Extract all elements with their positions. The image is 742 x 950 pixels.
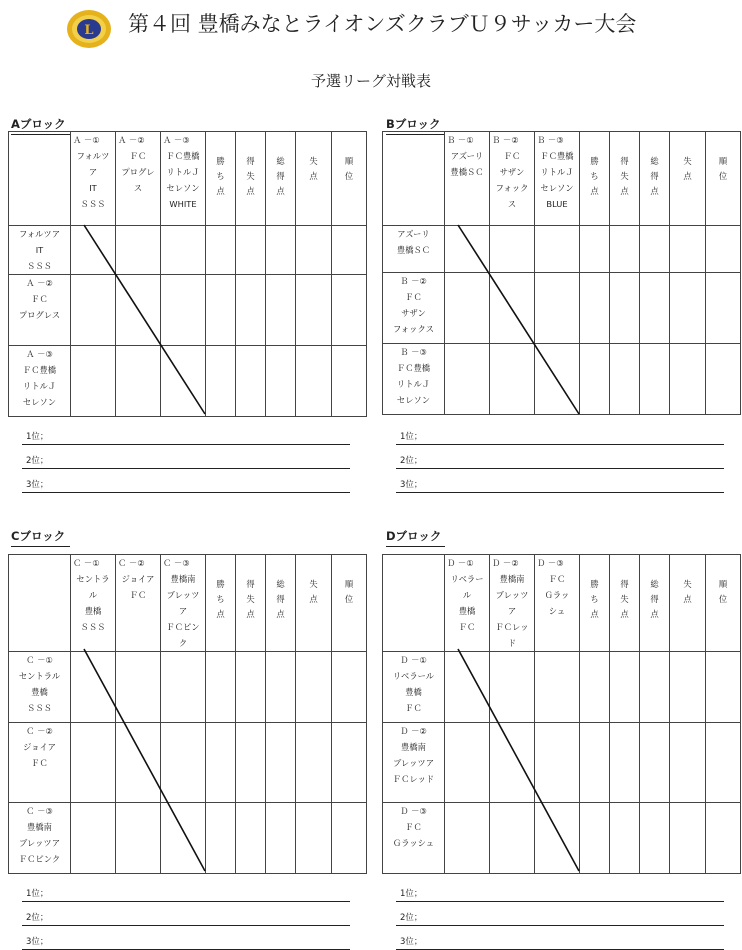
stat-cell[interactable] bbox=[706, 226, 741, 273]
stat-cell[interactable] bbox=[236, 226, 266, 275]
cell-text: 点 bbox=[216, 609, 225, 619]
stat-cell[interactable] bbox=[206, 803, 236, 874]
stat-cell[interactable] bbox=[706, 803, 741, 874]
cell-text: ＳＳＳ bbox=[80, 199, 106, 209]
cell-text: 順 bbox=[344, 579, 354, 589]
cell-text: セレソン bbox=[396, 395, 431, 405]
stat-cell[interactable] bbox=[266, 226, 296, 275]
cell-text: プログレ bbox=[121, 167, 155, 177]
cell-text: 位 bbox=[344, 594, 354, 604]
row-header-team bbox=[383, 273, 445, 344]
rank-label: 1位； bbox=[400, 889, 423, 899]
rank-label: 3位； bbox=[26, 480, 49, 490]
column-header-stat bbox=[670, 555, 706, 652]
cell-text: リトルＪ bbox=[166, 167, 200, 177]
stat-cell[interactable] bbox=[670, 652, 706, 723]
cell-text: Ｂ －① bbox=[447, 135, 474, 145]
corner-cell bbox=[9, 132, 71, 226]
cell-text: 勝 bbox=[216, 156, 225, 166]
stat-cell[interactable] bbox=[706, 652, 741, 723]
column-header-team bbox=[490, 555, 535, 652]
svg-text:L: L bbox=[84, 23, 94, 38]
cell-text: ＦＣ豊橋 bbox=[540, 151, 574, 161]
rank-label: 3位； bbox=[26, 937, 49, 947]
row-header-team bbox=[9, 226, 71, 275]
column-header-stat bbox=[266, 132, 296, 226]
rank-fill-line[interactable] bbox=[22, 925, 350, 926]
cell-text: ブレッツア bbox=[18, 838, 61, 848]
cell-text: ＦＣ豊橋 bbox=[166, 151, 200, 161]
rank-label: 1位； bbox=[400, 432, 423, 442]
cell-text: Ｄ －② bbox=[400, 726, 427, 736]
cell-text: ク bbox=[178, 638, 188, 648]
rank-fill-line[interactable] bbox=[22, 468, 350, 469]
stat-cell[interactable] bbox=[670, 723, 706, 803]
diagonal-strike-line bbox=[444, 225, 579, 414]
stat-cell[interactable] bbox=[332, 652, 367, 723]
stat-cell[interactable] bbox=[580, 723, 610, 803]
stat-cell[interactable] bbox=[266, 346, 296, 417]
cell-text: 点 bbox=[620, 609, 629, 619]
stat-cell[interactable] bbox=[266, 723, 296, 803]
cell-text: 順 bbox=[344, 156, 354, 166]
stat-cell[interactable] bbox=[640, 273, 670, 344]
cell-text: 得 bbox=[276, 171, 285, 181]
page-subtitle: 予選リーグ対戦表 bbox=[310, 72, 431, 90]
cell-text: 位 bbox=[344, 171, 354, 181]
cell-text: 勝 bbox=[590, 156, 599, 166]
block-label-d: Dブロック bbox=[386, 528, 445, 547]
stat-cell[interactable] bbox=[296, 226, 332, 275]
column-header-stat bbox=[266, 555, 296, 652]
rank-fill-line[interactable] bbox=[396, 468, 724, 469]
stat-cell[interactable] bbox=[580, 226, 610, 273]
column-header-team bbox=[535, 132, 580, 226]
stat-cell[interactable] bbox=[640, 723, 670, 803]
cell-text: セントラ bbox=[76, 574, 110, 584]
cell-text: 失 bbox=[246, 594, 255, 604]
stat-cell[interactable] bbox=[296, 723, 332, 803]
cell-text: ア bbox=[178, 606, 188, 616]
diagonal-strike-line bbox=[70, 225, 205, 414]
cell-text: ブレッツ bbox=[166, 590, 200, 600]
column-header-stat bbox=[706, 132, 741, 226]
cell-text: 勝 bbox=[590, 579, 599, 589]
column-header-stat bbox=[580, 132, 610, 226]
cell-text: ＦＣ bbox=[405, 822, 422, 832]
cell-text: 点 bbox=[650, 609, 659, 619]
cell-text: ＳＳＳ bbox=[80, 622, 106, 632]
cell-text: 豊橋南 bbox=[170, 574, 196, 584]
cell-text: 点 bbox=[216, 186, 225, 196]
cell-text: アズーリ bbox=[450, 151, 484, 161]
cell-text: フォックス bbox=[393, 324, 434, 334]
column-header-team bbox=[161, 555, 206, 652]
column-header-team bbox=[71, 555, 116, 652]
column-header-team bbox=[490, 132, 535, 226]
cell-text: 豊橋南 bbox=[401, 742, 426, 752]
column-header-team bbox=[71, 132, 116, 226]
stat-cell[interactable] bbox=[706, 723, 741, 803]
cell-text: 点 bbox=[246, 609, 255, 619]
cell-text: ＦＣ bbox=[405, 292, 422, 302]
cell-text: ド bbox=[507, 638, 517, 648]
row-header-team bbox=[9, 723, 71, 803]
stat-cell[interactable] bbox=[206, 346, 236, 417]
cell-text: Ｂ －③ bbox=[537, 135, 564, 145]
cell-text: ち bbox=[216, 594, 225, 604]
column-header-stat bbox=[206, 132, 236, 226]
column-header-stat bbox=[236, 555, 266, 652]
rank-label: 2位； bbox=[26, 913, 49, 923]
stat-cell[interactable] bbox=[610, 803, 640, 874]
rank-label: 1位； bbox=[26, 432, 49, 442]
cell-text: ス bbox=[133, 183, 143, 193]
cell-text: Ｃ －② bbox=[26, 726, 53, 736]
cell-text: 点 bbox=[276, 609, 285, 619]
cell-text: 位 bbox=[718, 594, 728, 604]
cell-text: セレソン bbox=[22, 397, 57, 407]
cell-text: リベラー bbox=[450, 574, 484, 584]
row-header-team bbox=[9, 346, 71, 417]
row-header-team bbox=[383, 803, 445, 874]
stat-cell[interactable] bbox=[236, 803, 266, 874]
rank-label: 3位； bbox=[400, 937, 423, 947]
cell-text: Ｃ －③ bbox=[26, 806, 53, 816]
cell-text: セレソン bbox=[540, 183, 574, 193]
column-header-stat bbox=[706, 555, 741, 652]
rank-label: 1位； bbox=[26, 889, 49, 899]
cell-text: 順 bbox=[718, 156, 728, 166]
stat-cell[interactable] bbox=[266, 803, 296, 874]
column-header-stat bbox=[670, 132, 706, 226]
cell-text: Ｂ －② bbox=[492, 135, 519, 145]
stat-cell[interactable] bbox=[332, 226, 367, 275]
stat-cell[interactable] bbox=[332, 723, 367, 803]
stat-cell[interactable] bbox=[580, 803, 610, 874]
rank-fill-line[interactable] bbox=[396, 925, 724, 926]
cell-text: ＦＣ bbox=[129, 151, 147, 161]
rank-label: 2位； bbox=[400, 913, 423, 923]
diagonal-strike-line bbox=[70, 649, 205, 871]
stat-cell[interactable] bbox=[236, 652, 266, 723]
rank-label: 2位； bbox=[400, 456, 423, 466]
cell-text: 失 bbox=[683, 156, 692, 166]
cell-text: BLUE bbox=[546, 199, 568, 209]
cell-text: リトルＪ bbox=[396, 379, 431, 389]
stat-cell[interactable] bbox=[610, 273, 640, 344]
stat-cell[interactable] bbox=[670, 344, 706, 415]
column-header-stat bbox=[332, 132, 367, 226]
cell-text: Ｃ －③ bbox=[163, 558, 190, 568]
cell-text: フォルツ bbox=[76, 151, 110, 161]
column-header-team bbox=[445, 132, 490, 226]
stat-cell[interactable] bbox=[706, 344, 741, 415]
cell-text: ち bbox=[216, 171, 225, 181]
cell-text: 失 bbox=[683, 579, 692, 589]
cell-text: フォック bbox=[495, 183, 529, 193]
stat-cell[interactable] bbox=[206, 226, 236, 275]
cell-text: アズーリ bbox=[397, 229, 430, 239]
cell-text: ＦＣ bbox=[129, 590, 147, 600]
column-header-team bbox=[161, 132, 206, 226]
cell-text: ジョイア bbox=[23, 742, 56, 752]
cell-text: 順 bbox=[718, 579, 728, 589]
page-title: 第４回 豊橋みなとライオンズクラブＵ９サッカー大会 bbox=[128, 12, 637, 36]
stat-cell[interactable] bbox=[236, 346, 266, 417]
cell-text: Ａ －③ bbox=[26, 349, 53, 359]
cell-text: リベラール bbox=[392, 671, 435, 681]
column-header-stat bbox=[640, 555, 670, 652]
column-header-team bbox=[116, 555, 161, 652]
rank-label: 3位； bbox=[400, 480, 423, 490]
cell-text: Ａ －① bbox=[73, 135, 100, 145]
cell-text: フォルツア bbox=[18, 229, 61, 239]
rank-fill-line[interactable] bbox=[22, 444, 350, 445]
column-header-stat bbox=[296, 555, 332, 652]
stat-cell[interactable] bbox=[670, 273, 706, 344]
rank-label: 2位； bbox=[26, 456, 49, 466]
stat-cell[interactable] bbox=[670, 226, 706, 273]
cell-text: 点 bbox=[650, 186, 659, 196]
cell-text: ブレッツア bbox=[392, 758, 435, 768]
stat-cell[interactable] bbox=[332, 275, 367, 346]
cell-text: ＦＣレッ bbox=[495, 622, 529, 632]
column-header-stat bbox=[332, 555, 367, 652]
column-header-stat bbox=[296, 132, 332, 226]
cell-text: 点 bbox=[246, 186, 255, 196]
cell-text: 総 bbox=[276, 579, 285, 589]
cell-text: ル bbox=[88, 590, 98, 600]
cell-text: Ａ －② bbox=[118, 135, 145, 145]
cell-text: ル bbox=[462, 590, 472, 600]
row-header-team bbox=[9, 275, 71, 346]
cell-text: 豊橋 bbox=[84, 606, 102, 616]
stat-cell[interactable] bbox=[640, 226, 670, 273]
stat-cell[interactable] bbox=[640, 652, 670, 723]
corner-cell bbox=[383, 132, 445, 226]
cell-text: 総 bbox=[650, 579, 659, 589]
column-header-stat bbox=[610, 555, 640, 652]
stat-cell[interactable] bbox=[580, 344, 610, 415]
cell-text: 得 bbox=[246, 579, 255, 589]
cell-text: ＦＣ bbox=[503, 151, 521, 161]
cell-text: 点 bbox=[683, 594, 692, 604]
stat-cell[interactable] bbox=[266, 275, 296, 346]
stat-cell[interactable] bbox=[236, 723, 266, 803]
cell-text: Ａ －② bbox=[26, 278, 53, 288]
cell-text: 点 bbox=[309, 594, 318, 604]
stat-cell[interactable] bbox=[640, 803, 670, 874]
cell-text: ジョイア bbox=[121, 574, 155, 584]
cell-text: 点 bbox=[309, 171, 318, 181]
block-label-b: Bブロック bbox=[386, 116, 445, 135]
cell-text: 豊橋南 bbox=[27, 822, 52, 832]
rank-fill-line[interactable] bbox=[396, 444, 724, 445]
stat-cell[interactable] bbox=[706, 273, 741, 344]
cell-text: 豊橋ＳＣ bbox=[450, 167, 484, 177]
stat-cell[interactable] bbox=[580, 273, 610, 344]
cell-text: ＳＳＳ bbox=[27, 703, 52, 713]
stat-cell[interactable] bbox=[296, 652, 332, 723]
cell-text: ブレッツ bbox=[495, 590, 529, 600]
cell-text: ス bbox=[507, 199, 517, 209]
column-header-team bbox=[535, 555, 580, 652]
cell-text: 失 bbox=[620, 171, 629, 181]
stat-cell[interactable] bbox=[236, 275, 266, 346]
row-header-team bbox=[9, 652, 71, 723]
stat-cell[interactable] bbox=[332, 803, 367, 874]
column-header-stat bbox=[206, 555, 236, 652]
row-header-team bbox=[383, 226, 445, 273]
stat-cell[interactable] bbox=[206, 652, 236, 723]
cell-text: IT bbox=[35, 245, 44, 255]
cell-text: Ｄ －③ bbox=[537, 558, 564, 568]
stat-cell[interactable] bbox=[610, 723, 640, 803]
stat-cell[interactable] bbox=[296, 275, 332, 346]
cell-text: 総 bbox=[650, 156, 659, 166]
cell-text: 豊橋ＳＣ bbox=[396, 245, 431, 255]
stat-cell[interactable] bbox=[206, 723, 236, 803]
cell-text: 豊橋 bbox=[458, 606, 476, 616]
cell-text: ＦＣ bbox=[405, 703, 422, 713]
cell-text: 総 bbox=[276, 156, 285, 166]
row-header-team bbox=[383, 344, 445, 415]
cell-text: Ｄ －① bbox=[447, 558, 474, 568]
cell-text: プログレス bbox=[18, 310, 61, 320]
stat-cell[interactable] bbox=[610, 652, 640, 723]
cell-text: ＦＣ bbox=[548, 574, 566, 584]
stat-cell[interactable] bbox=[580, 652, 610, 723]
cell-text: ＦＣ bbox=[31, 294, 48, 304]
cell-text: 得 bbox=[276, 594, 285, 604]
cell-text: ＦＣレッド bbox=[392, 774, 435, 784]
cell-text: Ｂ －② bbox=[400, 276, 427, 286]
cell-text: Ａ －③ bbox=[163, 135, 190, 145]
stat-cell[interactable] bbox=[206, 275, 236, 346]
cell-text: ＦＣ豊橋 bbox=[396, 363, 431, 373]
cell-text: 点 bbox=[620, 186, 629, 196]
diagonal-strike-line bbox=[444, 649, 579, 871]
cell-text: 失 bbox=[620, 594, 629, 604]
cell-text: セレソン bbox=[166, 183, 200, 193]
cell-text: IT bbox=[89, 183, 97, 193]
column-header-stat bbox=[580, 555, 610, 652]
rank-fill-line[interactable] bbox=[22, 492, 350, 493]
cell-text: 点 bbox=[276, 186, 285, 196]
column-header-team bbox=[116, 132, 161, 226]
cell-text: 点 bbox=[590, 609, 599, 619]
cell-text: サザン bbox=[499, 167, 525, 177]
cell-text: ち bbox=[590, 171, 599, 181]
cell-text: 豊橋 bbox=[31, 687, 48, 697]
cell-text: 位 bbox=[718, 171, 728, 181]
stat-cell[interactable] bbox=[296, 346, 332, 417]
cell-text: ＦＣ bbox=[458, 622, 476, 632]
cell-text: リトルＪ bbox=[22, 381, 57, 391]
cell-text: Ｄ －③ bbox=[400, 806, 427, 816]
cell-text: 得 bbox=[620, 156, 629, 166]
cell-text: ＳＳＳ bbox=[27, 261, 52, 271]
stat-cell[interactable] bbox=[296, 803, 332, 874]
cell-text: 失 bbox=[309, 579, 318, 589]
column-header-stat bbox=[640, 132, 670, 226]
cell-text: ア bbox=[507, 606, 517, 616]
block-label-a: Aブロック bbox=[11, 116, 70, 135]
cell-text: 点 bbox=[683, 171, 692, 181]
column-header-team bbox=[445, 555, 490, 652]
block-label-c: Cブロック bbox=[11, 528, 70, 547]
lions-club-logo bbox=[64, 8, 114, 50]
cell-text: Ｇラッシュ bbox=[392, 838, 435, 848]
cell-text: セントラル bbox=[18, 671, 61, 681]
cell-text: 得 bbox=[650, 171, 659, 181]
cell-text: ＦＣ bbox=[31, 758, 48, 768]
row-header-team bbox=[9, 803, 71, 874]
cell-text: Ｄ －① bbox=[400, 655, 427, 665]
cell-text: 得 bbox=[650, 594, 659, 604]
cell-text: リトルＪ bbox=[540, 167, 574, 177]
stat-cell[interactable] bbox=[610, 344, 640, 415]
cell-text: シュ bbox=[548, 606, 566, 616]
cell-text: Ｄ －② bbox=[492, 558, 519, 568]
column-header-stat bbox=[236, 132, 266, 226]
rank-fill-line[interactable] bbox=[22, 901, 350, 902]
cell-text: 失 bbox=[309, 156, 318, 166]
cell-text: Ｃ －② bbox=[118, 558, 145, 568]
cell-text: 勝 bbox=[216, 579, 225, 589]
cell-text: 失 bbox=[246, 171, 255, 181]
stat-cell[interactable] bbox=[670, 803, 706, 874]
row-header-team bbox=[383, 652, 445, 723]
cell-text: 豊橋南 bbox=[499, 574, 525, 584]
cell-text: ち bbox=[590, 594, 599, 604]
cell-text: WHITE bbox=[169, 199, 197, 209]
cell-text: 得 bbox=[620, 579, 629, 589]
cell-text: Ｂ －③ bbox=[400, 347, 427, 357]
cell-text: Ｃ －① bbox=[26, 655, 53, 665]
corner-cell bbox=[383, 555, 445, 652]
stat-cell[interactable] bbox=[266, 652, 296, 723]
cell-text: Ｃ －① bbox=[73, 558, 100, 568]
stat-cell[interactable] bbox=[332, 346, 367, 417]
cell-text: Ｇラッ bbox=[544, 590, 570, 600]
cell-text: ＦＣピンク bbox=[18, 854, 61, 864]
cell-text: ＦＣピン bbox=[166, 622, 200, 632]
stat-cell[interactable] bbox=[610, 226, 640, 273]
row-header-team bbox=[383, 723, 445, 803]
cell-text: 得 bbox=[246, 156, 255, 166]
stat-cell[interactable] bbox=[640, 344, 670, 415]
cell-text: 豊橋 bbox=[405, 687, 422, 697]
corner-cell bbox=[9, 555, 71, 652]
cell-text: ア bbox=[88, 167, 98, 177]
rank-fill-line[interactable] bbox=[396, 901, 724, 902]
rank-fill-line[interactable] bbox=[396, 492, 724, 493]
column-header-stat bbox=[610, 132, 640, 226]
cell-text: サザン bbox=[401, 308, 426, 318]
cell-text: 点 bbox=[590, 186, 599, 196]
cell-text: ＦＣ豊橋 bbox=[22, 365, 57, 375]
